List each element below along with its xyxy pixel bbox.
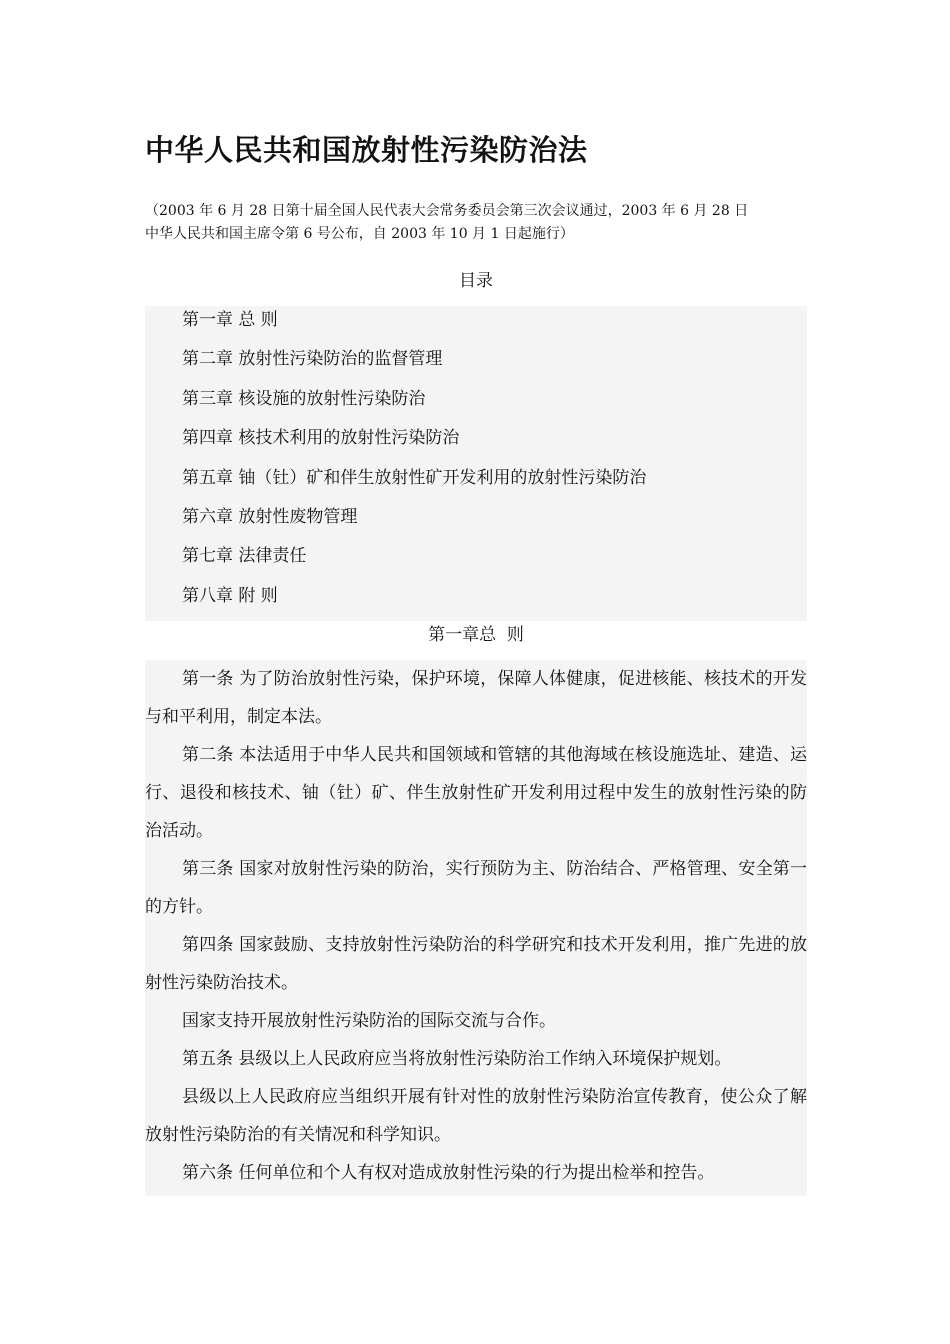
chapter-1-heading: 第一章总 则 <box>428 625 524 645</box>
toc-item-chapter-5: 第五章 铀（钍）矿和伴生放射性矿开发利用的放射性污染防治 <box>182 467 647 488</box>
document-title: 中华人民共和国放射性污染防治法 <box>145 133 588 167</box>
document-subtitle <box>145 200 807 246</box>
subtitle-line-2: 中华人民共和国主席令第 6 号公布，自 2003 年 10 月 1 日起施行） <box>145 226 574 242</box>
article-4-paragraph-2: 国家支持开展放射性污染防治的国际交流与合作。 <box>182 1011 556 1031</box>
toc-item-chapter-3: 第三章 核设施的放射性污染防治 <box>182 388 426 409</box>
article-1: 第一条 为了防治放射性污染，保护环境，保障人体健康，促进核能、核技术的开发与和平利用，制定本法。 <box>145 669 807 727</box>
toc-heading: 目录 <box>459 271 493 291</box>
article-4: 第四条 国家鼓励、支持放射性污染防治的科学研究和技术开发利用，推广先进的放射性污染防治技术。 <box>145 935 807 993</box>
article-5-paragraph-2: 县级以上人民政府应当组织开展有针对性的放射性污染防治宣传教育，使公众了解放射性污染防治的有关情况和科学知识。 <box>145 1087 807 1145</box>
table-of-contents <box>145 306 807 621</box>
toc-item-chapter-8: 第八章 附 则 <box>182 585 278 606</box>
article-6: 第六条 任何单位和个人有权对造成放射性污染的行为提出检举和控告。 <box>182 1163 715 1183</box>
toc-item-chapter-6: 第六章 放射性废物管理 <box>182 506 358 527</box>
article-3: 第三条 国家对放射性污染的防治，实行预防为主、防治结合、严格管理、安全第一的方针。 <box>145 859 807 917</box>
toc-item-chapter-4: 第四章 核技术利用的放射性污染防治 <box>182 428 460 449</box>
article-5: 第五条 县级以上人民政府应当将放射性污染防治工作纳入环境保护规划。 <box>182 1049 732 1069</box>
toc-item-chapter-2: 第二章 放射性污染防治的监督管理 <box>182 349 443 370</box>
subtitle-line-1: （2003 年 6 月 28 日第十届全国人民代表大会常务委员会第三次会议通过，2003 年 6 月 28 日 <box>145 203 749 219</box>
article-2: 第二条 本法适用于中华人民共和国领域和管辖的其他海域在核设施选址、建造、运行、退役和核技术、铀（钍）矿、伴生放射性矿开发利用过程中发生的放射性污染的防治活动。 <box>145 745 807 841</box>
toc-item-chapter-7: 第七章 法律责任 <box>182 546 307 567</box>
toc-item-chapter-1: 第一章 总 则 <box>182 310 278 330</box>
chapter-1-articles <box>145 660 807 1196</box>
